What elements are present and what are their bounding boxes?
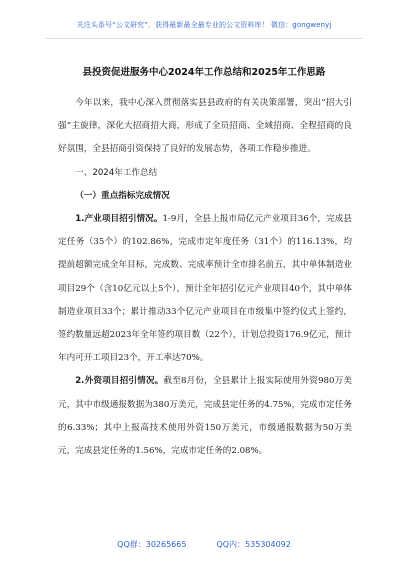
- item-paragraph-2: [58, 370, 352, 463]
- header-divider: [46, 38, 362, 39]
- footer-contact: [0, 539, 408, 550]
- document-title: 县投资促进服务中心2024年工作总结和2025年工作思路: [82, 67, 326, 78]
- header-note: 关注头条号“公文研究”，获得最新最全最专业的公文资料库！ 微信：gongwenyj: [76, 21, 332, 29]
- footer-qq-contact: QQ内：535304092: [216, 540, 291, 549]
- item-paragraph-1: [58, 208, 352, 370]
- footer-qq-group: QQ群：30265665: [117, 540, 187, 549]
- subsection-heading: （一）重点指标完成情况: [75, 190, 170, 201]
- document-body: [58, 92, 352, 463]
- item-2-heading: 2.外资项目招引情况。: [75, 376, 164, 387]
- item-2-text: 截至8月份，全县累计上报实际使用外资980万美元，其中市级通报数据为380万美元，完成县定任务的4.75%，完成市定任务的6.33%；其中上报高技术使用外资150万美元，市级通报数据为50万美元，完成县定任务的1.56%，完成市定任务的2.08%。: [58, 376, 352, 457]
- intro-paragraph: 今年以来，我中心深入贯彻落实县县政府的有关决策部署，突出“招大引强”主旋律，深化大招商招大商，形成了全员招商、全域招商、全程招商的良好氛围，全县招商引资保持了良好的发展态势，各项工作稳步推进。: [58, 98, 352, 155]
- item-1-heading: 1.产业项目招引情况。: [75, 214, 163, 225]
- item-1-text: 1-9月，全县上报市局亿元产业项目36个，完成县定任务（35个）的102.86%，完成市定年度任务（31个）的116.13%，均提前超额完成全年目标，完成数、完成率预计全市排名前五，其中单体制造业项目29个（含10亿元以上5个），预计全年招引亿元产业项目40个，其中单体制造业项目33个；累计推动33个亿元产业项目在市级集中签约仪式上签约，签约数量远超2023年全年签约项目数（22个），计划总投资176.9亿元，预计年内可开工项目23个，开工率达70%。: [58, 214, 352, 364]
- section-heading: 一、2024年工作总结: [75, 167, 158, 178]
